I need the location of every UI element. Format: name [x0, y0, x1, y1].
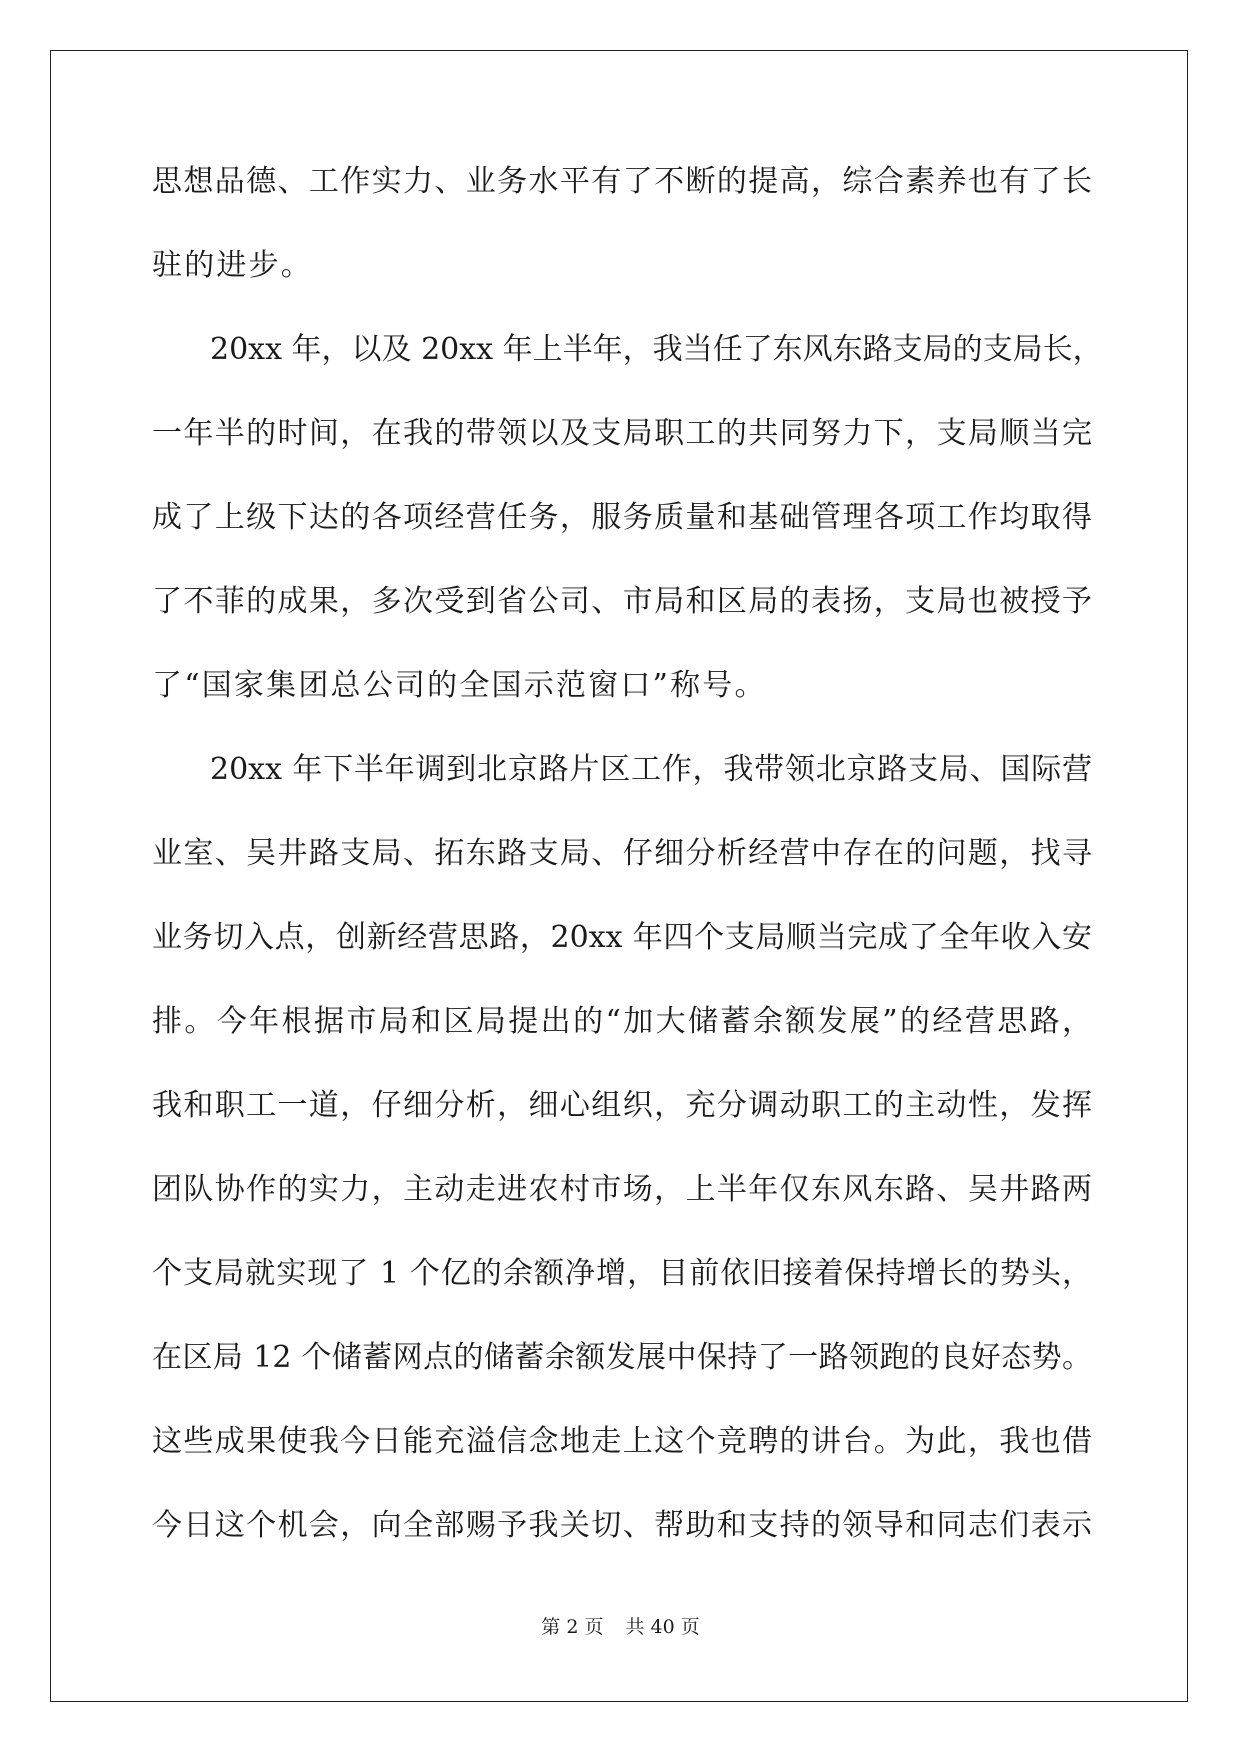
text-line-4: 一年半的时间，在我的带领以及支局职工的共同努力下，支局顺当完 [152, 416, 1092, 451]
text-line-1: 思想品德、工作实力、业务水平有了不断的提高，综合素养也有了长 [152, 164, 1092, 199]
page-footer [0, 1612, 1241, 1639]
text-line-6: 了不菲的成果，多次受到省公司、市局和区局的表扬，支局也被授予 [152, 584, 1092, 619]
document-body [152, 160, 1103, 1588]
current-page-number: 第 2 页 [541, 1616, 604, 1638]
text-line-9: 业室、吴井路支局、拓东路支局、仔细分析经营中存在的问题，找寻 [152, 836, 1092, 871]
text-line-17: 今日这个机会，向全部赐予我关切、帮助和支持的领导和同志们表示 [152, 1508, 1092, 1543]
text-line-5: 成了上级下达的各项经营任务，服务质量和基础管理各项工作均取得 [152, 500, 1092, 535]
total-page-count: 共 40 页 [625, 1616, 700, 1638]
text-line-12: 我和职工一道，仔细分析，细心组织，充分调动职工的主动性，发挥 [152, 1088, 1092, 1123]
text-line-3: 20xx 年，以及 20xx 年上半年，我当任了东风东路支局的支局长， [210, 332, 1103, 367]
text-line-11: 排。今年根据市局和区局提出的“加大储蓄余额发展”的经营思路， [152, 1004, 1092, 1039]
text-line-15: 在区局 12 个储蓄网点的储蓄余额发展中保持了一路领跑的良好态势。 [152, 1340, 1092, 1375]
text-line-2: 驻的进步。 [152, 248, 313, 283]
text-line-14: 个支局就实现了 1 个亿的余额净增，目前依旧接着保持增长的势头， [152, 1256, 1092, 1291]
text-line-7: 了“国家集团总公司的全国示范窗口”称号。 [152, 668, 767, 703]
text-line-10: 业务切入点，创新经营思路，20xx 年四个支局顺当完成了全年收入安 [152, 920, 1092, 955]
text-line-13: 团队协作的实力，主动走进农村市场，上半年仅东风东路、吴井路两 [152, 1172, 1092, 1207]
text-line-16: 这些成果使我今日能充溢信念地走上这个竞聘的讲台。为此，我也借 [152, 1424, 1092, 1459]
text-line-8: 20xx 年下半年调到北京路片区工作，我带领北京路支局、国际营 [210, 752, 1092, 787]
